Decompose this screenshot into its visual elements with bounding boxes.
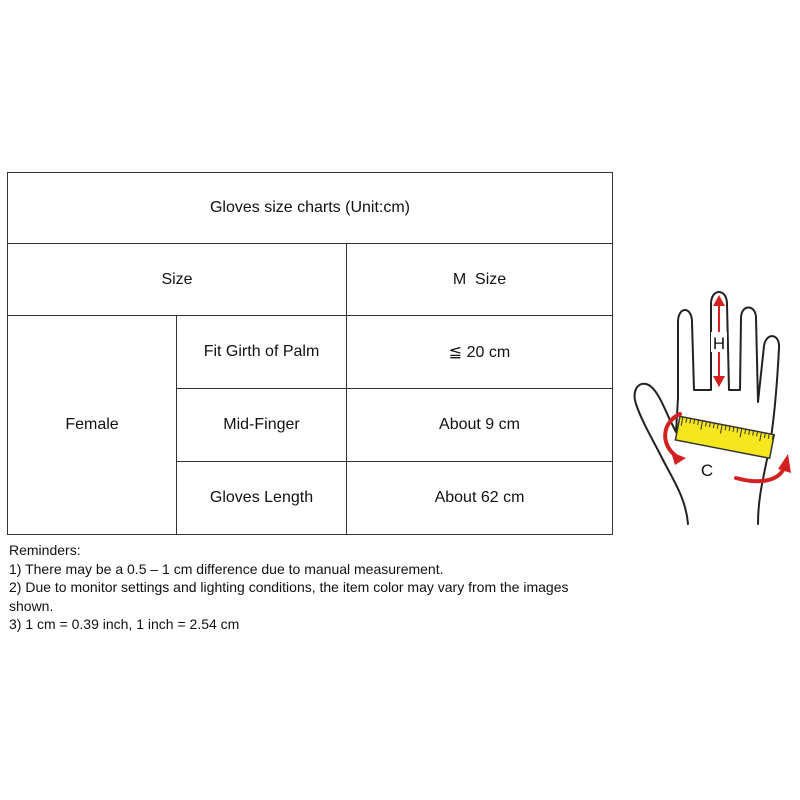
circumference-label: C [700, 461, 714, 480]
reminder-item: 2) Due to monitor settings and lighting conditions, the item color may vary from the images shown. [9, 579, 569, 614]
measure-value: About 9 cm [347, 389, 613, 462]
measure-value: ≦ 20 cm [347, 316, 613, 389]
size-header: Size [8, 244, 347, 316]
measuring-tape-icon [675, 416, 774, 458]
measure-label: Fit Girth of Palm [177, 316, 347, 389]
size-value: M Size [347, 244, 613, 316]
table-title: Gloves size charts (Unit:cm) [8, 173, 613, 244]
hand-measurement-icon [628, 286, 798, 531]
reminders-block [9, 541, 609, 634]
reminder-item: 1) There may be a 0.5 – 1 cm difference due to manual measurement. [9, 560, 444, 577]
measure-label: Gloves Length [177, 462, 347, 535]
gender-cell: Female [8, 316, 177, 535]
table-title-row [8, 173, 613, 244]
measure-label: Mid-Finger [177, 389, 347, 462]
hand-outline-icon [635, 292, 779, 524]
table-row [8, 316, 613, 389]
measure-value: About 62 cm [347, 462, 613, 535]
height-label: H [712, 334, 726, 353]
size-chart-table [7, 172, 613, 535]
reminder-item: 3) 1 cm = 0.39 inch, 1 inch = 2.54 cm [9, 616, 240, 632]
reminders-heading: Reminders: [9, 542, 81, 558]
table-header-row [8, 244, 613, 316]
